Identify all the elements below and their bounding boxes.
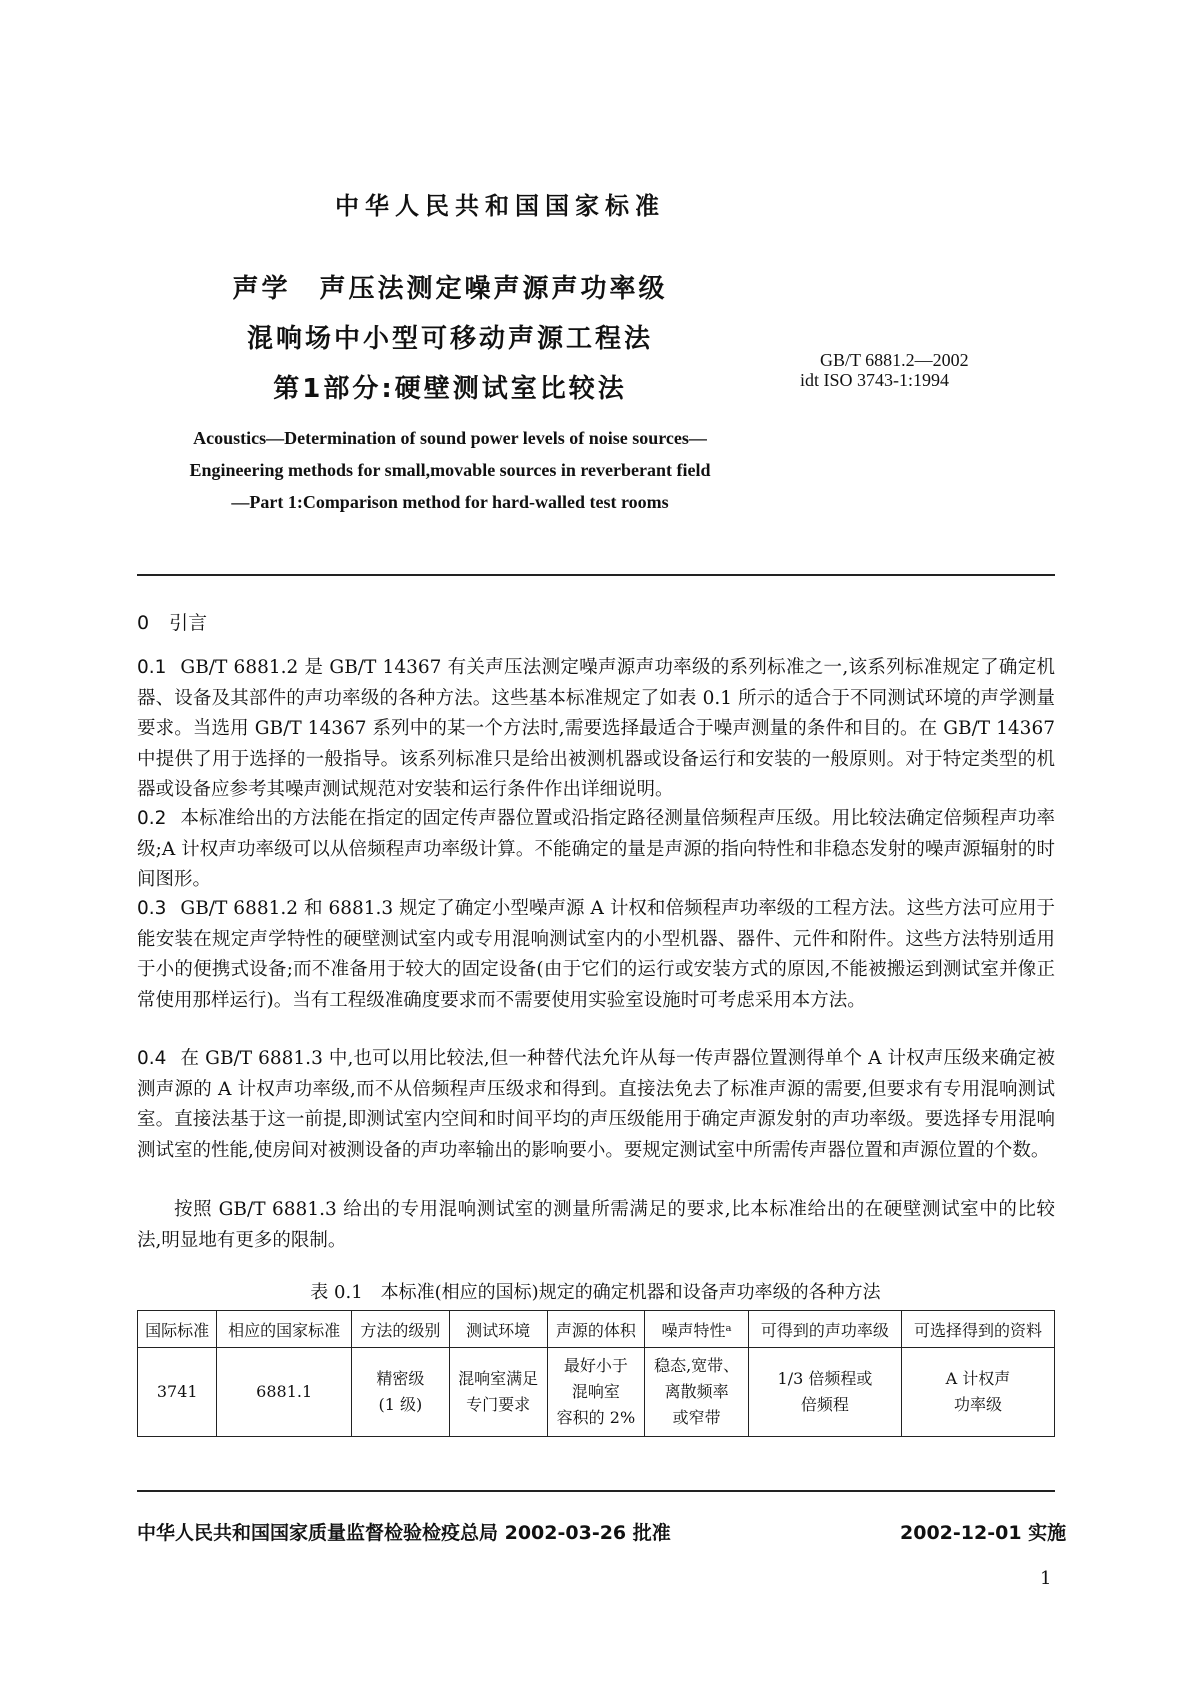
table-header: 方法的级别 [351, 1311, 449, 1348]
paragraph-number: 0.1 [137, 657, 167, 678]
top-divider [137, 574, 1055, 576]
table-header: 噪声特性ᵃ [645, 1311, 749, 1348]
paragraph-0-4-continued [137, 1195, 1055, 1256]
paragraph-text: 按照 GB/T 6881.3 给出的专用混响测试室的测量所需满足的要求,比本标准给出的在硬壁测试室中的比较法,明显地有更多的限制。 [137, 1199, 1055, 1251]
table-header-row [138, 1311, 1055, 1348]
table-header: 相应的国家标准 [217, 1311, 352, 1348]
table-caption: 表 0.1 本标准(相应的国标)规定的确定机器和设备声功率级的各种方法 [310, 1282, 881, 1303]
section-number: 0 [137, 612, 150, 634]
table-cell: 混响室满足 专门要求 [449, 1348, 547, 1437]
title-en-line2: Engineering methods for small,movable sources in reverberant field [189, 460, 711, 480]
paragraph-text: GB/T 6881.2 是 GB/T 14367 有关声压法测定噪声源声功率级的系列标准之一,该系列标准规定了确定机器、设备及其部件的声功率级的各种方法。这些基本标准规定了如表 0.1 所示的适合于不同测试环境的声学测量要求。当选用 GB/T 14367 系列中的某一个方法时,需要选择最适合于噪声测量的条件和目的。在 GB/T 14367 中提供了用于选择的一般指导。该系列标准只是给出被测机器或设备运行和安装的一般原则。对于特定类型的机器或设备应参考其噪声测试规范对安装和运行条件作出详细说明。 [137, 657, 1055, 800]
title-en-line1: Acoustics—Determination of sound power levels of noise sources— [193, 428, 707, 448]
national-standard-heading: 中华人民共和国国家标准 [335, 192, 665, 220]
table-row [138, 1348, 1055, 1437]
issuer-approval: 中华人民共和国国家质量监督检验检疫总局 2002-03-26 批准 [137, 1522, 671, 1544]
page-number: 1 [1040, 1568, 1052, 1589]
title-cn-line2: 混响场中小型可移动声源工程法 [246, 324, 653, 354]
title-cn-line3: 第1部分:硬壁测试室比较法 [273, 374, 627, 404]
table-header: 声源的体积 [547, 1311, 645, 1348]
table-cell: 1/3 倍频程或 倍频程 [748, 1348, 901, 1437]
paragraph-number: 0.3 [137, 898, 167, 919]
paragraph-0-1 [137, 653, 1055, 806]
table-header: 国际标准 [138, 1311, 217, 1348]
paragraph-text: 在 GB/T 6881.3 中,也可以用比较法,但一种替代法允许从每一传声器位置测得单个 A 计权声压级来确定被测声源的 A 计权声功率级,而不从倍频程声压级求和得到。直接法免去了标准声源的需要,但要求有专用混响测试室。直接法基于这一前提,即测试室内空间和时间平均的声压级能用于确定声源发射的声功率级。要选择专用混响测试室的性能,使房间对被测设备的声功率输出的影响要小。要规定测试室中所需传声器位置和声源位置的个数。 [137, 1048, 1055, 1161]
table-cell: 3741 [138, 1348, 217, 1437]
bottom-divider [137, 1490, 1055, 1492]
gb-number: GB/T 6881.2—2002 [820, 350, 969, 370]
table-header: 测试环境 [449, 1311, 547, 1348]
table-header: 可得到的声功率级 [748, 1311, 901, 1348]
paragraph-0-2 [137, 804, 1055, 896]
paragraph-number: 0.4 [137, 1048, 167, 1069]
idt-number: idt ISO 3743-1:1994 [800, 370, 950, 390]
section-title: 引言 [169, 612, 208, 634]
title-cn-line1: 声学 声压法测定噪声源声功率级 [232, 274, 668, 304]
methods-table [137, 1310, 1055, 1437]
paragraph-text: 本标准给出的方法能在指定的固定传声器位置或沿指定路径测量倍频程声压级。用比较法确定倍频程声功率级;A 计权声功率级可以从倍频程声功率级计算。不能确定的量是声源的指向特性和非稳态发射的噪声源辐射的时间图形。 [137, 808, 1055, 890]
section-heading [137, 608, 221, 635]
paragraph-number: 0.2 [137, 808, 167, 829]
table-cell: 最好小于 混响室 容积的 2% [547, 1348, 645, 1437]
table-header: 可选择得到的资料 [901, 1311, 1054, 1348]
standard-number [800, 350, 969, 390]
paragraph-text: GB/T 6881.2 和 6881.3 规定了确定小型噪声源 A 计权和倍频程声功率级的工程方法。这些方法可应用于能安装在规定声学特性的硬壁测试室内或专用混响测试室内的小型机器、器件、元件和附件。这些方法特别适用于小的便携式设备;而不准备用于较大的固定设备(由于它们的运行或安装方式的原因,不能被搬运到测试室并像正常使用那样运行)。当有工程级准确度要求而不需要使用实验室设施时可考虑采用本方法。 [137, 898, 1055, 1011]
paragraph-0-3 [137, 894, 1055, 1016]
title-en-line3: —Part 1:Comparison method for hard-walled test rooms [231, 492, 669, 512]
paragraph-0-4 [137, 1044, 1055, 1166]
table-cell: 精密级 (1 级) [351, 1348, 449, 1437]
effective-date: 2002-12-01 实施 [900, 1522, 1067, 1544]
table-cell: 稳态,宽带、 离散频率 或窄带 [645, 1348, 749, 1437]
table-cell: 6881.1 [217, 1348, 352, 1437]
table-cell: A 计权声 功率级 [901, 1348, 1054, 1437]
